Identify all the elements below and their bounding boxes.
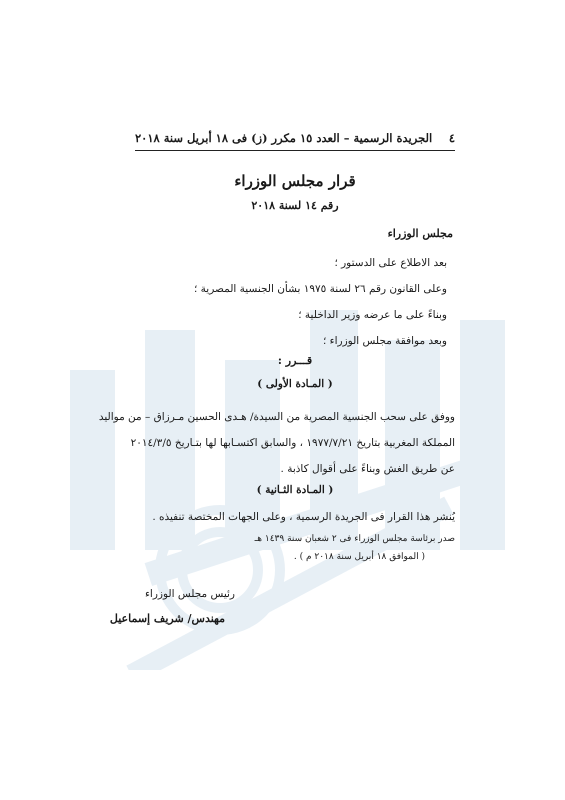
article-1-body — [98, 404, 455, 482]
preamble-line: وبناءً على ما عرضه وزير الداخلية ؛ — [298, 309, 447, 321]
issued-line: صدر برئاسة مجلس الوزراء فى ٢ شعبان سنة ١٤٣٩ هـ — [254, 534, 455, 544]
signer-title: رئيس مجلس الوزراء — [144, 588, 235, 600]
decided-heading: قـــرر : — [277, 354, 313, 367]
article-2-body — [110, 508, 455, 562]
article-1-line: المملكة المغربية بتاريخ ١٩٧٧/٧/٢١ ، والسابق اكتسـابها لها بتـاريخ ٢٠١٤/٣/٥ — [130, 437, 455, 449]
article-1-heading: ( المـادة الأولى ) — [257, 378, 333, 390]
decree-number: رقم ١٤ لسنة ٢٠١٨ — [251, 199, 339, 212]
preamble-line: وعلى القانون رقم ٢٦ لسنة ١٩٧٥ بشأن الجنسية المصرية ؛ — [194, 283, 447, 295]
article-1-line: عن طريق الغش وبناءً على أقوال كاذبة . — [280, 463, 455, 475]
header-divider — [135, 150, 455, 151]
issued-corresponding-date: ( الموافق ١٨ أبريل سنة ٢٠١٨ م ) . — [293, 552, 425, 562]
article-2-line: يُنشر هذا القرار فى الجريدة الرسمية ، وعلى الجهات المختصة تنفيذه . — [152, 511, 455, 523]
decree-issuer: مجلس الوزراء — [387, 227, 453, 240]
article-2-heading: ( المـادة الثـانية ) — [256, 484, 334, 496]
gazette-header — [135, 128, 455, 148]
signer-name: مهندس/ شريف إسماعيل — [109, 612, 225, 625]
preamble-line: بعد الاطلاع على الدستور ؛ — [334, 257, 447, 269]
article-1-line: ووفق على سحب الجنسية المصرية من السيدة/ هـدى الحسين مـرزاق – من مواليد — [98, 411, 455, 423]
gazette-issue-line: الجريدة الرسمية – العدد ١٥ مكرر (ز) فى ١٨ أبريل سنة ٢٠١٨ — [135, 131, 433, 145]
preamble — [127, 250, 447, 354]
preamble-line: وبعد موافقة مجلس الوزراء ؛ — [323, 335, 447, 347]
decree-title: قرار مجلس الوزراء — [234, 172, 356, 190]
page-number: ٤ — [448, 131, 455, 145]
